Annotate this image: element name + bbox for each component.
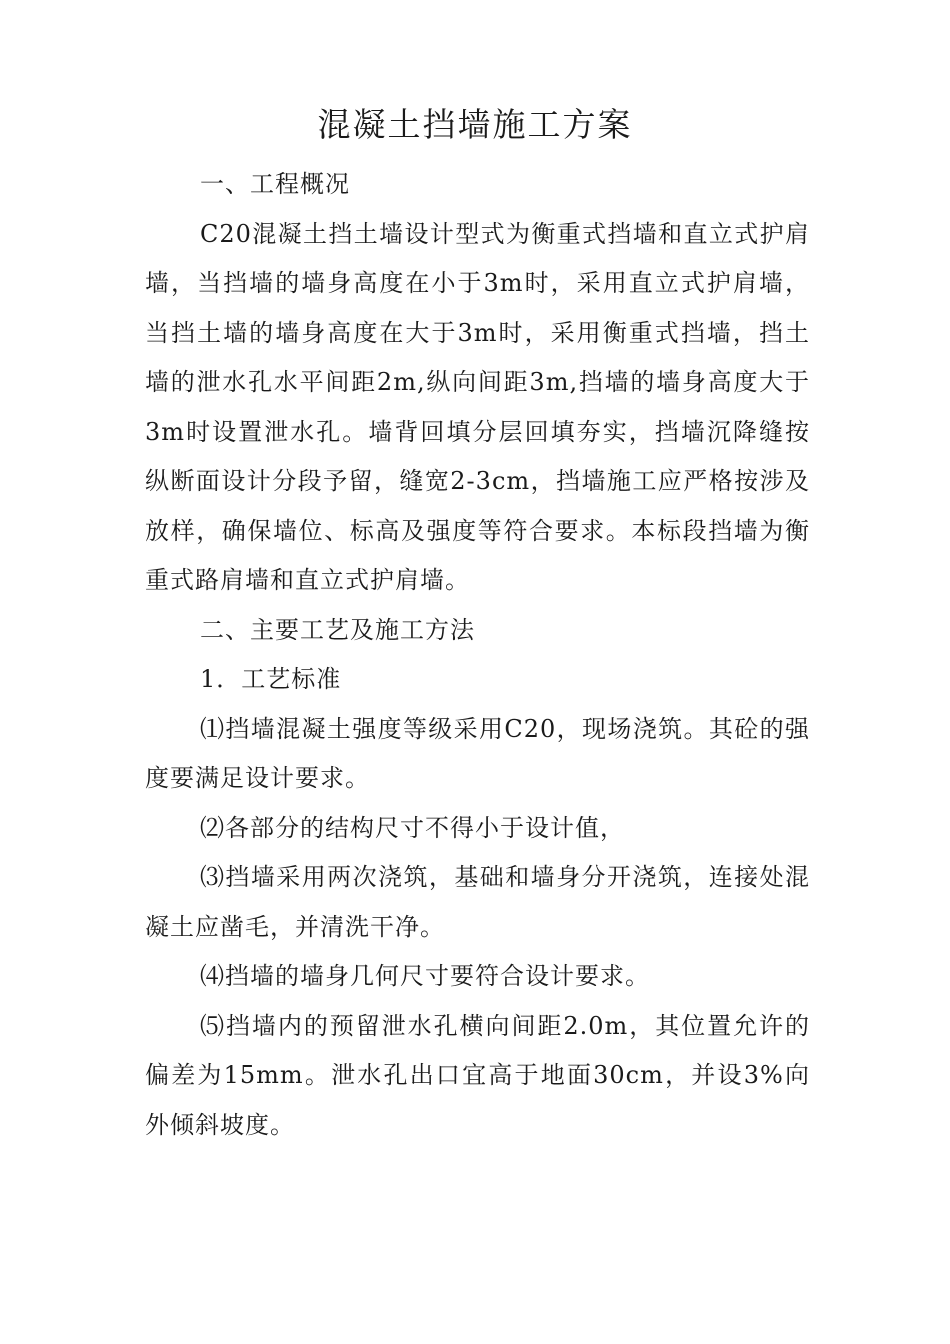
list-item-5: ⑸挡墙内的预留泄水孔横向间距2.0m，其位置允许的偏差为15mm。泄水孔出口宜高于地面30cm，并设3%向外倾斜坡度。 [145,1011,810,1139]
list-item-1: ⑴挡墙混凝土强度等级采用C20，现场浇筑。其砼的强度要满足设计要求。 [145,714,810,792]
subheading-process-standard: 1．工艺标准 [200,665,342,693]
list-item-2: ⑵各部分的结构尺寸不得小于设计值， [200,813,625,842]
document-title: 混凝土挡墙施工方案 [317,105,633,144]
list-item-4: ⑷挡墙的墙身几何尺寸要符合设计要求。 [200,962,650,990]
document-body [145,160,810,1150]
overview-paragraph: C20混凝土挡土墙设计型式为衡重式挡墙和直立式护肩墙，当挡墙的墙身高度在小于3m时，采用直立式护肩墙，当挡土墙的墙身高度在大于3m时，采用衡重式挡墙，挡土墙的泄水孔水平间距2m,纵向间距3m,挡墙的墙身高度大于3m时设置泄水孔。墙背回填分层回填夯实，挡墙沉降缝按纵断面设计分段予留，缝宽2-3cm，挡墙施工应严格按涉及放样，确保墙位、标高及强度等符合要求。本标段挡墙为衡重式路肩墙和直立式护肩墙。 [145,219,810,594]
section-heading-overview: 一、工程概况 [200,170,350,198]
list-item-3: ⑶挡墙采用两次浇筑，基础和墙身分开浇筑，连接处混凝土应凿毛，并清洗干净。 [145,863,810,941]
section-heading-methods: 二、主要工艺及施工方法 [200,615,475,644]
